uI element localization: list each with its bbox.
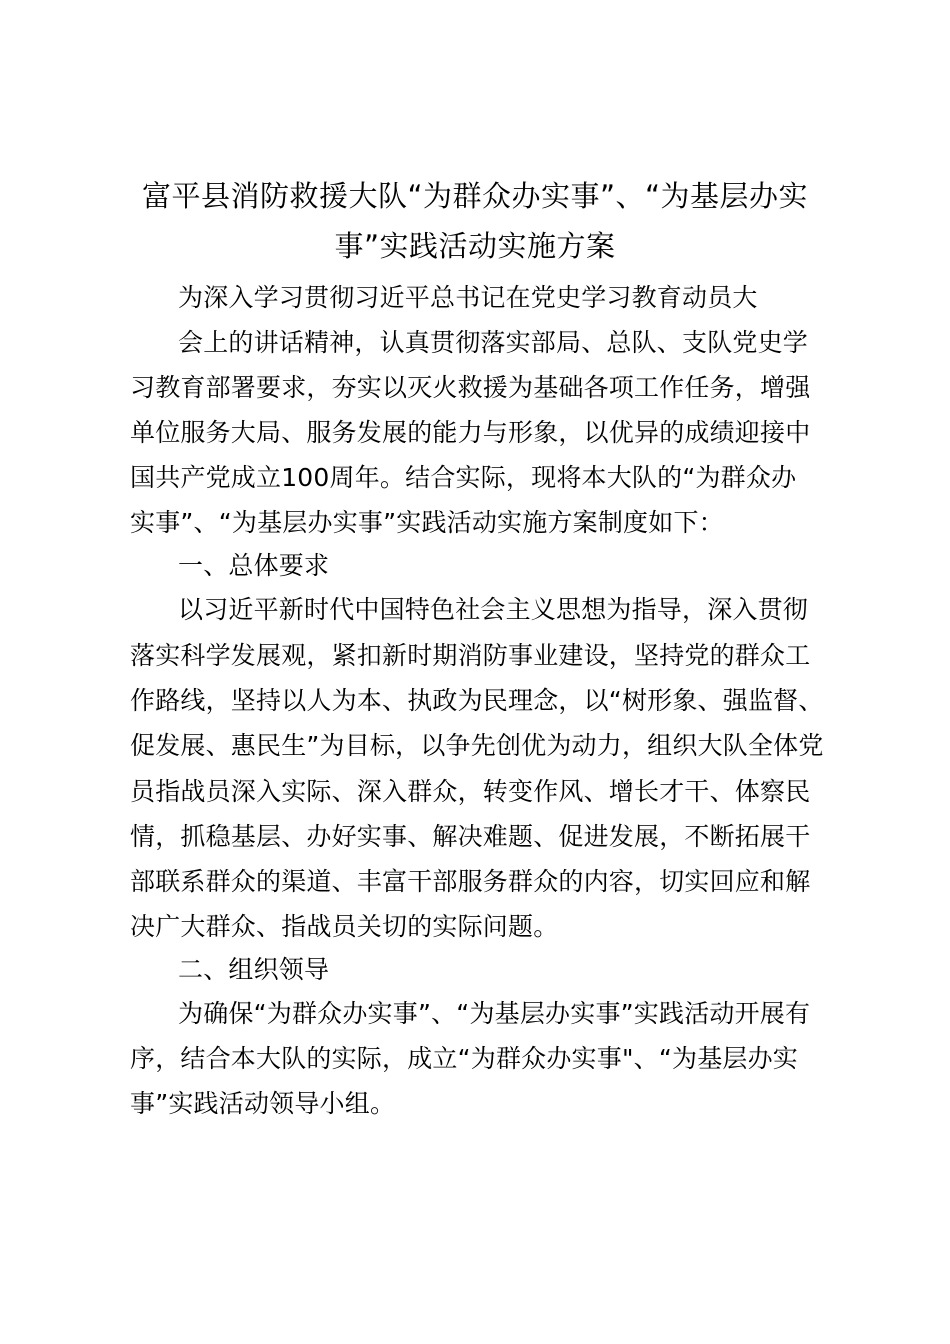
intro-line-4: 单位服务大局、服务发展的能力与形象，以优异的成绩迎接中: [130, 418, 811, 447]
intro-line-2: 会上的讲话精神，认真贯彻落实部局、总队、支队党史学: [178, 328, 809, 357]
section2-line-3: 事”实践活动领导小组。: [130, 1089, 396, 1118]
section1-line-1: 以习近平新时代中国特色社会主义思想为指导，深入贯彻: [178, 595, 809, 624]
section2-line-1: 为确保“为群众办实事”、“为基层办实事”实践活动开展有: [178, 999, 811, 1028]
section1-line-7: 部联系群众的渠道、丰富干部服务群众的内容，切实回应和解: [130, 867, 811, 896]
section1-line-3: 作路线，坚持以人为本、执政为民理念，以“树形象、强监督、: [130, 686, 824, 715]
intro-line-6: 实事”、“为基层办实事”实践活动实施方案制度如下：: [130, 508, 724, 537]
section-heading-overall-requirements: 一、总体要求: [178, 551, 330, 580]
section1-line-8: 决广大群众、指战员关切的实际问题。: [130, 912, 559, 941]
intro-line-1: 为深入学习贯彻习近平总书记在党史学习教育动员大: [178, 283, 758, 312]
section1-line-6: 情，抓稳基层、办好实事、解决难题、促进发展，不断拓展干: [130, 822, 811, 851]
intro-line-5: 国共产党成立100周年。结合实际，现将本大队的“为群众办: [130, 463, 797, 492]
intro-line-3: 习教育部署要求，夯实以灭火救援为基础各项工作任务，增强: [130, 373, 811, 402]
section-heading-organization-leadership: 二、组织领导: [178, 955, 330, 984]
section2-line-2: 序，结合本大队的实际，成立“为群众办实事"、“为基层办实: [130, 1044, 799, 1073]
section1-line-2: 落实科学发展观，紧扣新时期消防事业建设，坚持党的群众工: [130, 641, 811, 670]
document-title-line-1: 富平县消防救援大队“为群众办实事”、“为基层办实: [141, 179, 809, 213]
document-title-line-2: 事”实践活动实施方案: [334, 229, 616, 263]
section1-line-5: 员指战员深入实际、深入群众，转变作风、增长才干、体察民: [130, 777, 811, 806]
section1-line-4: 促发展、惠民生”为目标，以争先创优为动力，组织大队全体党: [130, 731, 824, 760]
